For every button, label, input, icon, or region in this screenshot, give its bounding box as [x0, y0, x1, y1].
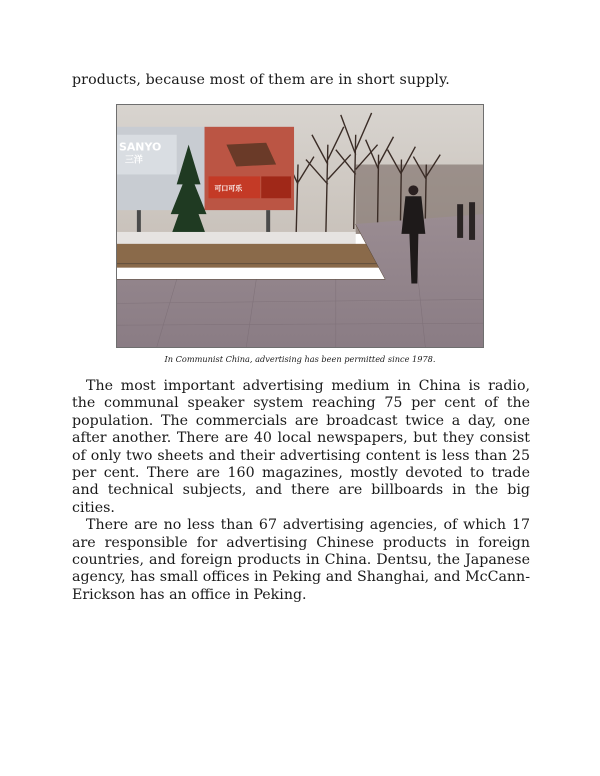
photo-figure	[116, 104, 484, 348]
body-text	[72, 378, 530, 604]
billboard-small-text: 可口可乐	[214, 184, 243, 193]
figure-caption: In Communist China, advertising has been permitted since 1978.	[164, 354, 436, 364]
distant-person	[457, 204, 463, 238]
street-photo	[117, 105, 483, 347]
paragraph-1: The most important advertising medium in China is radio, the communal speaker system reaching 75 per cent of the population. The commercials are broadcast twice a day, one after another. There are 40 local newspapers, but they consist of only two sheets and their advertising content is less than 25 per cent. There are 160 magazines, mostly devoted to trade and technical subjects, and there are billboards in the big cities.	[72, 378, 530, 516]
distant-person	[469, 202, 475, 240]
intro-line: products, because most of them are in short supply.	[72, 72, 450, 88]
billboard-brand-cn: 三洋	[124, 155, 143, 166]
paragraph-2: There are no less than 67 advertising agencies, of which 17 are responsible for advertising Chinese products in foreign countries, and foreign products in China. Dentsu, the Japanese agency, has small offices in Peking and Shanghai, and McCann-Erickson has an office in Peking.	[72, 517, 530, 603]
billboard-brand: SANYO	[118, 140, 162, 154]
